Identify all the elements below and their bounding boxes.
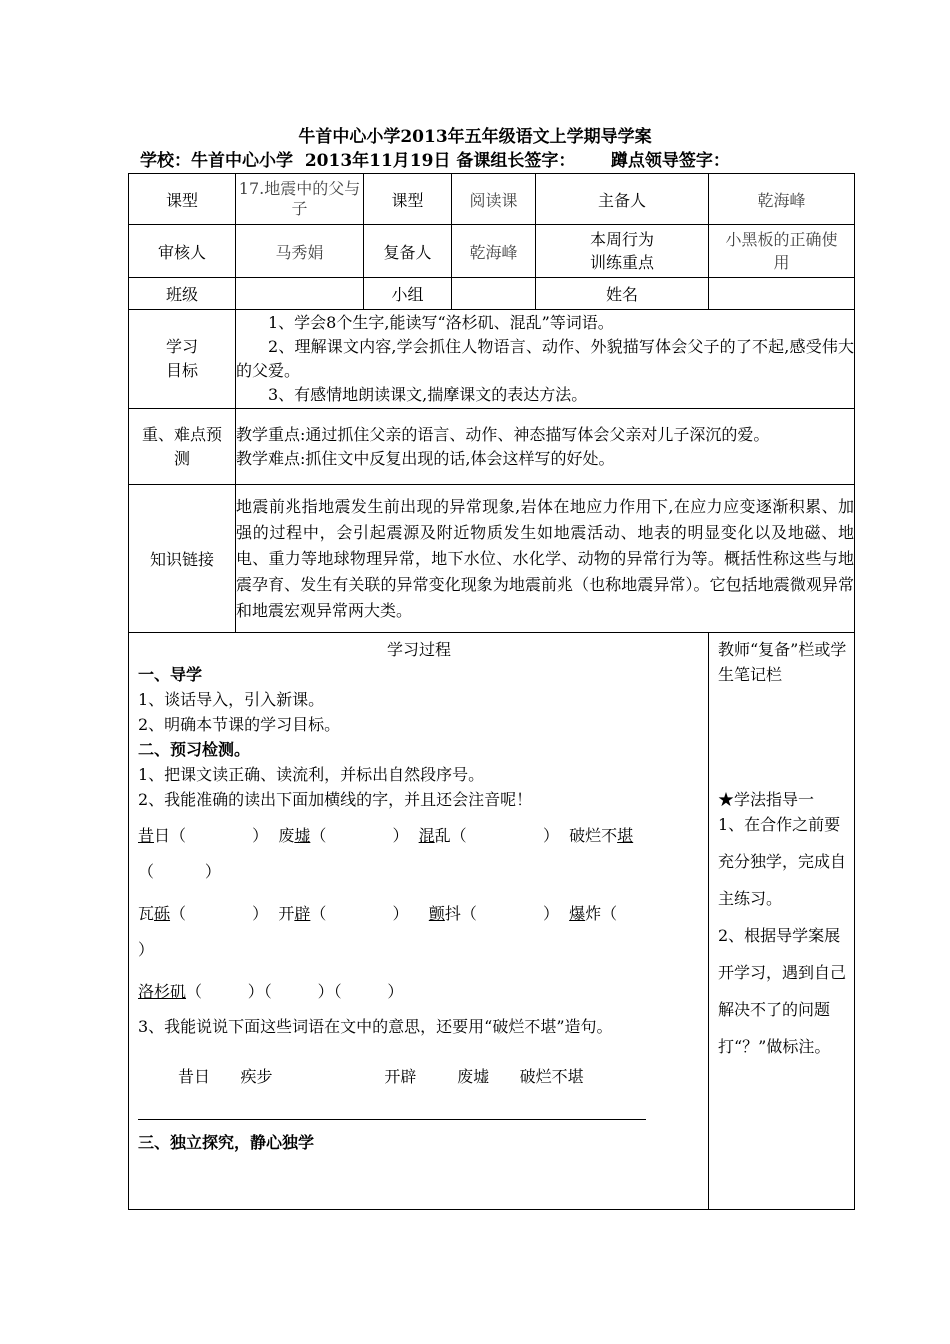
word-rest: 乱（ ） (434, 826, 559, 845)
class-label: 班级 (129, 278, 236, 310)
word-rest: （ ） (310, 826, 409, 845)
group-field[interactable] (452, 278, 536, 310)
word-pre: 开 (278, 904, 295, 923)
word-rest: 日（ ） (154, 826, 269, 845)
word-rest: 炸（ (585, 904, 618, 923)
focus-difficult: 教学难点:抓住文中反复出现的话,体会这样写的好处。 (236, 448, 615, 468)
word-underlined: 爆 (569, 904, 586, 923)
reviewer-value: 马秀娟 (236, 225, 364, 278)
guide-item: 2、明确本节课的学习目标。 (138, 715, 341, 734)
lesson-plan-table (128, 173, 855, 1210)
co-prep-label: 复备人 (364, 225, 452, 278)
page-title: 牛首中心小学2013年五年级语文上学期导学案 (298, 127, 652, 147)
goal-item: 2、理解课文内容,学会抓住人物语言、动作、外貌描写体会父子的了不起,感受伟大的父爱。 (236, 337, 854, 380)
focus-key: 教学重点:通过抓住父亲的语言、动作、神态描写体会父亲对儿子深沉的爱。 (236, 424, 770, 444)
word-underlined: 洛杉矶 (138, 982, 187, 1001)
goals-label-line1: 学习 (165, 337, 198, 356)
preview-item: 1、把课文读正确、读流利，并标出自然段序号。 (138, 765, 485, 784)
word-underlined: 颤 (428, 904, 445, 923)
name-label: 姓名 (536, 278, 709, 310)
goal-item: 1、学会8个生字,能读写“洛杉矶、混乱”等词语。 (268, 313, 614, 332)
focus-label-line2: 测 (173, 448, 190, 468)
behavior-label (536, 225, 709, 278)
word-rest: 抖（ ） (444, 904, 559, 923)
type-label-2: 课型 (364, 174, 452, 225)
focus-label-line1: 重、难点预 (141, 424, 222, 444)
section-explore-title: 三、独立探究，静心独学 (138, 1133, 315, 1152)
word-line-2 (138, 896, 700, 968)
preview-item-3: 3、我能说说下面这些词语在文中的意思，还要用“破烂不堪”造句。 (138, 1017, 613, 1036)
type-label: 课型 (129, 174, 236, 225)
page-subtitle: 学校：牛首中心小学 2013年11月19日 备课组长签字： 蹲点领导签字： (140, 151, 730, 171)
term-list: 昔日 疾步 开辟 废墟 破烂不堪 (178, 1067, 584, 1086)
guide-item: 1、谈话导入，引入新课。 (138, 690, 325, 709)
section-guide-title: 一、导学 (138, 665, 203, 684)
co-prep-value: 乾海峰 (452, 225, 536, 278)
word-rest: （ ） (310, 904, 409, 923)
behavior-value: 小黑板的正确使用 (709, 225, 855, 278)
goals-label-line2: 目标 (165, 361, 198, 380)
sentence-answer-line (138, 1119, 646, 1120)
learning-process (129, 633, 709, 1210)
goals-label (129, 310, 236, 409)
notes-column (709, 633, 855, 1210)
goals-content (236, 310, 855, 409)
word-underlined: 混 (418, 826, 435, 845)
knowledge-label: 知识链接 (129, 485, 236, 633)
lesson-title: 17.地震中的父与子 (236, 174, 364, 225)
word-pre: 瓦 (138, 904, 155, 923)
word-line-1 (138, 818, 700, 890)
goal-item: 3、有感情地朗读课文,揣摩课文的表达方法。 (268, 385, 588, 404)
word-underlined: 堪 (617, 826, 634, 845)
method-guide-item: 1、在合作之前要充分独学，完成自主练习。 (718, 815, 847, 908)
main-prep-label: 主备人 (536, 174, 709, 225)
preview-item: 2、我能准确的读出下面加横线的字，并且还会注音呢！ (138, 790, 533, 809)
word-rest: （ ）（ ）（ ） (186, 982, 404, 1001)
word-underlined: 昔 (138, 826, 155, 845)
name-field[interactable] (709, 278, 855, 310)
type-value: 阅读课 (452, 174, 536, 225)
word-paren: ） (138, 940, 155, 959)
notes-title: 教师“复备”栏或学生笔记栏 (718, 640, 847, 684)
behavior-label-line1: 本周行为 (589, 230, 654, 249)
focus-label (129, 409, 236, 485)
word-underlined: 墟 (294, 826, 311, 845)
group-label: 小组 (364, 278, 452, 310)
word-pre: 废 (278, 826, 295, 845)
method-guide-item: 2、根据导学案展开学习，遇到自己解决不了的问题打“？”做标注。 (718, 926, 847, 1056)
main-prep-value: 乾海峰 (709, 174, 855, 225)
section-preview-title: 二、预习检测。 (138, 740, 251, 759)
focus-content (236, 409, 855, 485)
behavior-label-line2: 训练重点 (589, 253, 654, 272)
word-paren: （ ） (138, 862, 221, 881)
word-pre: 破烂不 (569, 826, 618, 845)
process-heading: 学习过程 (386, 640, 451, 659)
word-underlined: 砾 (154, 904, 171, 923)
knowledge-text: 地震前兆指地震发生前出现的异常现象,岩体在地应力作用下,在应力应变逐渐积累、加强的过程中，会引起震源及附近物质发生如地震活动、地表的明显变化以及地磁、地电、重力等地球物理异常，地下水位、水化学、动物的异常行为等。概括性称这些与地震孕育、发生有关联的异常变化现象为地震前兆（也称地震异常）。它包括地震微观异常和地震宏观异常两大类。 (236, 485, 855, 633)
word-underlined: 辟 (294, 904, 311, 923)
word-rest: （ ） (170, 904, 269, 923)
method-guide-title: ★学法指导一 (718, 790, 815, 809)
class-field[interactable] (236, 278, 364, 310)
word-line-3 (138, 974, 700, 1010)
reviewer-label: 审核人 (129, 225, 236, 278)
